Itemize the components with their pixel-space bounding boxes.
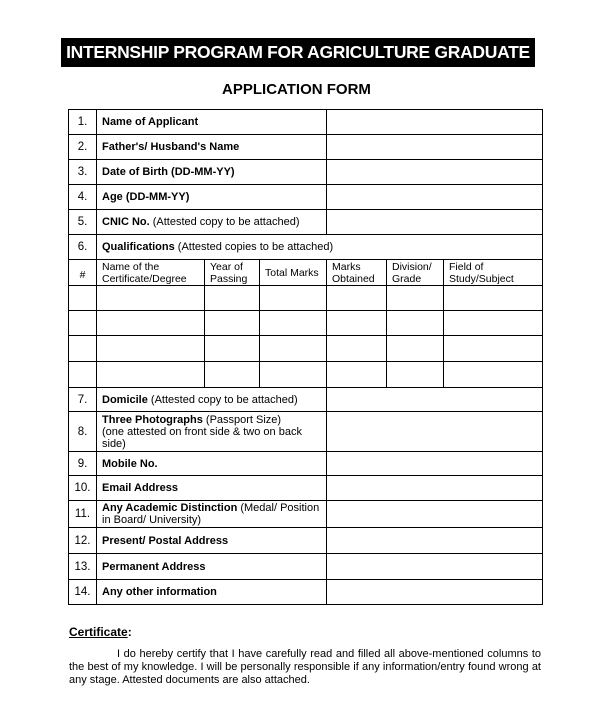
column-header: Field of Study/Subject bbox=[444, 260, 543, 286]
qualification-cell[interactable] bbox=[260, 286, 327, 311]
field-note: (one attested on front side & two on back side) bbox=[102, 425, 302, 450]
form-row-cnic bbox=[69, 210, 543, 235]
row-number: 12. bbox=[69, 528, 97, 554]
field-label-text: Qualifications bbox=[102, 241, 175, 253]
row-number: 13. bbox=[69, 554, 97, 580]
cnic-input[interactable] bbox=[327, 210, 543, 235]
field-label-text: Date of Birth (DD-MM-YY) bbox=[102, 166, 235, 178]
field-label bbox=[97, 476, 327, 501]
name-of-applicant-input[interactable] bbox=[327, 110, 543, 135]
column-header: Total Marks bbox=[260, 260, 327, 286]
qualification-cell[interactable] bbox=[205, 286, 260, 311]
row-number: 14. bbox=[69, 580, 97, 605]
field-label bbox=[97, 554, 327, 580]
field-label-text: Father's/ Husband's Name bbox=[102, 141, 240, 153]
qualification-cell[interactable] bbox=[444, 336, 543, 362]
form-row-age bbox=[69, 185, 543, 210]
qualification-cell[interactable] bbox=[387, 362, 444, 388]
field-label bbox=[97, 160, 327, 185]
row-number: 10. bbox=[69, 476, 97, 501]
qualification-cell[interactable] bbox=[444, 286, 543, 311]
form-title: APPLICATION FORM bbox=[222, 81, 371, 98]
form-row-father-name bbox=[69, 135, 543, 160]
row-number: 3. bbox=[69, 160, 97, 185]
field-label bbox=[97, 452, 327, 476]
row-number: 11. bbox=[69, 501, 97, 528]
qualification-cell[interactable] bbox=[69, 336, 97, 362]
qualification-cell[interactable] bbox=[97, 362, 205, 388]
field-label bbox=[97, 135, 327, 160]
hash-header: # bbox=[69, 260, 97, 286]
column-header: Marks Obtained bbox=[327, 260, 387, 286]
qualification-cell[interactable] bbox=[327, 336, 387, 362]
qualification-cell[interactable] bbox=[260, 362, 327, 388]
application-form-table bbox=[68, 109, 543, 605]
column-header: Year of Passing bbox=[205, 260, 260, 286]
qualification-cell[interactable] bbox=[444, 362, 543, 388]
form-row-present-address bbox=[69, 528, 543, 554]
present-address-input[interactable] bbox=[327, 528, 543, 554]
field-label-text: Mobile No. bbox=[102, 457, 158, 470]
mobile-input[interactable] bbox=[327, 452, 543, 476]
qualification-cell[interactable] bbox=[69, 311, 97, 336]
certificate-heading bbox=[69, 625, 132, 640]
qualification-cell[interactable] bbox=[205, 362, 260, 388]
father-husband-name-input[interactable] bbox=[327, 135, 543, 160]
row-number: 6. bbox=[69, 235, 97, 260]
field-label bbox=[97, 412, 327, 452]
qualification-cell[interactable] bbox=[205, 311, 260, 336]
field-note: (Attested copy to be attached) bbox=[147, 393, 298, 406]
row-number: 4. bbox=[69, 185, 97, 210]
form-row-photographs bbox=[69, 412, 543, 452]
field-label bbox=[97, 501, 327, 528]
form-row-permanent-address bbox=[69, 554, 543, 580]
qualification-cell[interactable] bbox=[260, 311, 327, 336]
qualification-cell[interactable] bbox=[387, 286, 444, 311]
qualification-cell[interactable] bbox=[444, 311, 543, 336]
qualification-cell[interactable] bbox=[97, 336, 205, 362]
certificate-body: I do hereby certify that I have carefully read and filled all above-mentioned columns to the best of my knowledge. I will be personally responsible if any information/entry found wrong at any stage. Attested documents are also attached. bbox=[69, 648, 541, 686]
field-label-text: CNIC No. bbox=[102, 216, 150, 228]
field-label bbox=[97, 235, 543, 260]
qualification-entry-row bbox=[69, 286, 543, 311]
qualification-cell[interactable] bbox=[69, 286, 97, 311]
email-input[interactable] bbox=[327, 476, 543, 501]
qualification-cell[interactable] bbox=[387, 311, 444, 336]
field-label-text: Name of Applicant bbox=[102, 116, 199, 128]
program-title: INTERNSHIP PROGRAM FOR AGRICULTURE GRADUATE bbox=[61, 38, 535, 67]
field-label-text: Three Photographs bbox=[102, 413, 203, 426]
form-row-mobile bbox=[69, 452, 543, 476]
field-note: (Attested copy to be attached) bbox=[149, 216, 300, 228]
date-of-birth-input[interactable] bbox=[327, 160, 543, 185]
field-label bbox=[97, 210, 327, 235]
field-label bbox=[97, 185, 327, 210]
academic-distinction-input[interactable] bbox=[327, 501, 543, 528]
form-row-qualifications bbox=[69, 235, 543, 260]
field-label-text: Present/ Postal Address bbox=[102, 534, 229, 547]
qualification-entry-row bbox=[69, 311, 543, 336]
qualification-cell[interactable] bbox=[327, 286, 387, 311]
certificate-heading-text: Certificate bbox=[69, 625, 128, 639]
qualification-cell[interactable] bbox=[260, 336, 327, 362]
form-row-email bbox=[69, 476, 543, 501]
qualification-cell[interactable] bbox=[97, 311, 205, 336]
photographs-input[interactable] bbox=[327, 412, 543, 452]
field-label-text: Any other information bbox=[102, 586, 217, 598]
qualifications-header-row bbox=[69, 260, 543, 286]
field-note: (Medal/ Position in Board/ University) bbox=[102, 502, 320, 526]
qualification-cell[interactable] bbox=[327, 311, 387, 336]
domicile-input[interactable] bbox=[327, 388, 543, 412]
field-label-text: Age (DD-MM-YY) bbox=[102, 191, 190, 203]
row-number: 7. bbox=[69, 388, 97, 412]
qualification-entry-row bbox=[69, 336, 543, 362]
form-row-distinction bbox=[69, 501, 543, 528]
qualification-cell[interactable] bbox=[205, 336, 260, 362]
qualification-cell[interactable] bbox=[387, 336, 444, 362]
form-row-dob bbox=[69, 160, 543, 185]
row-number: 8. bbox=[69, 412, 97, 452]
form-row-name bbox=[69, 110, 543, 135]
qualification-entry-row bbox=[69, 362, 543, 388]
form-row-other-info bbox=[69, 580, 543, 605]
row-number: 5. bbox=[69, 210, 97, 235]
field-label-text: Any Academic Distinction bbox=[102, 502, 238, 514]
qualification-cell[interactable] bbox=[69, 362, 97, 388]
column-header: Division/ Grade bbox=[387, 260, 444, 286]
column-header: Name of the Certificate/Degree bbox=[97, 260, 205, 286]
field-label bbox=[97, 580, 327, 605]
qualification-cell[interactable] bbox=[97, 286, 205, 311]
field-note: (Attested copies to be attached) bbox=[174, 241, 334, 253]
field-label-text: Permanent Address bbox=[102, 560, 206, 573]
certificate-text bbox=[69, 648, 541, 687]
row-number: 2. bbox=[69, 135, 97, 160]
field-label bbox=[97, 110, 327, 135]
form-row-domicile bbox=[69, 388, 543, 412]
other-information-input[interactable] bbox=[327, 580, 543, 605]
row-number: 1. bbox=[69, 110, 97, 135]
field-note: (Passport Size) bbox=[202, 413, 282, 426]
row-number: 9. bbox=[69, 452, 97, 476]
qualification-cell[interactable] bbox=[327, 362, 387, 388]
permanent-address-input[interactable] bbox=[327, 554, 543, 580]
field-label-text: Domicile bbox=[102, 393, 148, 406]
field-label-text: Email Address bbox=[102, 482, 179, 494]
field-label bbox=[97, 388, 327, 412]
age-input[interactable] bbox=[327, 185, 543, 210]
certificate-colon: : bbox=[127, 625, 132, 639]
field-label bbox=[97, 528, 327, 554]
